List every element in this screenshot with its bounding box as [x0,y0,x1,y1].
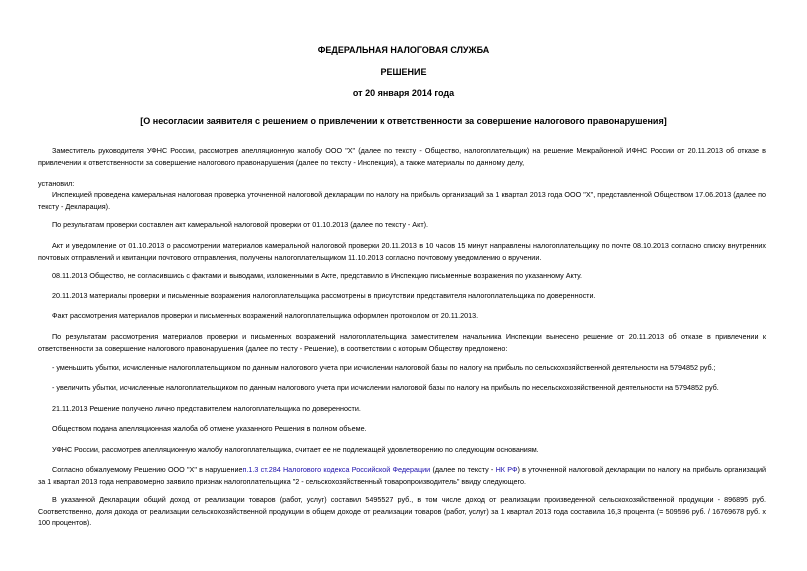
established-label: установил: [38,179,75,188]
paragraph-review: 20.11.2013 материалы проверки и письменные возражения налогоплательщика рассмотрены в присутствии представителя налогоплательщика по доверенности. [52,291,596,300]
violation-text-start: Согласно обжалуемому Решению ООО "Х" в нарушение [52,465,243,474]
paragraph-appeal: Обществом подана апелляционная жалоба об отмене указанного Решения в полном объеме. [52,424,367,433]
paragraph-received: 21.11.2013 Решение получено лично представителем налогоплательщика по доверенности. [52,404,361,413]
list-item-increase: - увеличить убытки, исчисленные налогоплательщиком по данным налогового учета при исчислении налоговой базы по налогу на прибыль по несельскохозяйственной деятельности на 5794852 руб. [52,383,719,392]
list-item-decrease: - уменьшить убытки, исчисленные налогоплательщиком по данным налогового учета при исчислении налоговой базы по налогу на прибыль по сельскохозяйственной деятельности на 5794852 руб.; [52,363,716,372]
paragraph-notice: Акт и уведомление от 01.10.2013 о рассмотрении материалов камеральной налоговой проверки 20.11.2013 в 10 часов 15 минут направлены налогоплательщику по почте 08.10.2013 согласно списку внутренних почтовых отправлений и квитанции почтового отправления, получены налогоплательщиком 11.10.2013 согласно почтовому уведомлению о вручении. [38,241,766,262]
paragraph-violation [38,464,766,487]
paragraph-grounds: УФНС России, рассмотрев апелляционную жалобу налогоплательщика, считает ее не подлежащей удовлетворению по следующим основаниям. [52,445,539,454]
paragraph-income-share: В указанной Декларации общий доход от реализации товаров (работ, услуг) составил 5495527 руб., в том числе доход от реализации произведенной сельскохозяйственной продукции - 896895 руб. Соответственно, доля дохода от реализации сельскохозяйственной продукции в общем доходе от реализации товаров (работ, услуг) за 1 квартал 2013 года составила 16,3 процента (= 509596 руб. / 16769678 руб. х 100 процентов). [38,495,766,527]
document-date: от 20 января 2014 года [352,88,455,98]
tax-code-link[interactable]: НК РФ [495,465,518,474]
intro-paragraph: Заместитель руководителя УФНС России, рассмотрев апелляционную жалобу ООО "Х" (далее по тексту - Общество, налогоплательщик) на решение Межрайонной ИФНС России от 20.11.2013 об отказе в привлечении к ответственности за совершение налогового правонарушения (далее по тексту - Инспекция), а также материалы по данному делу, [38,146,766,167]
paragraph-decision: По результатам рассмотрения материалов проверки и письменных возражений налогоплательщика заместителем начальника Инспекции вынесено решение от 20.11.2013 об отказе в привлечении к ответственности за совершение налогового правонарушения (далее по тесту - Решение), в соответствии с которым Обществу предложено: [38,332,766,353]
violation-text-middle: (далее по тексту - [430,465,496,474]
tax-code-article-link[interactable]: п.1.3 ст.284 Налогового кодекса Российской Федерации [242,465,431,474]
paragraph-protocol: Факт рассмотрения материалов проверки и письменных возражений налогоплательщика оформлен протоколом от 20.11.2013. [52,311,479,320]
violation-text-end: ) в уточненной налоговой декларации по налогу на прибыль организаций за 1 квартал 2013 года неправомерно заявило признак налогоплательщика "2 - сельскохозяйственный товаропроизводитель" ввиду следующего. [38,465,766,486]
paragraph-objections: 08.11.2013 Общество, не согласившись с фактами и выводами, изложенными в Акте, представило в Инспекцию письменные возражения по указанному Акту. [52,271,582,280]
document-subject: [О несогласии заявителя с решением о привлечении к ответственности за совершение налогового правонарушения] [140,116,667,126]
document-type-heading: РЕШЕНИЕ [380,67,427,77]
paragraph-audit: Инспекцией проведена камеральная налоговая проверка уточненной налоговой декларации по налогу на прибыль организаций за 1 квартал 2013 года ООО "Х", представленной Обществом 17.06.2013 (далее по тексту - Декларация). [38,190,766,211]
agency-heading: ФЕДЕРАЛЬНАЯ НАЛОГОВАЯ СЛУЖБА [317,45,490,55]
paragraph-act: По результатам проверки составлен акт камеральной налоговой проверки от 01.10.2013 (далее по тексту - Акт). [52,220,429,229]
